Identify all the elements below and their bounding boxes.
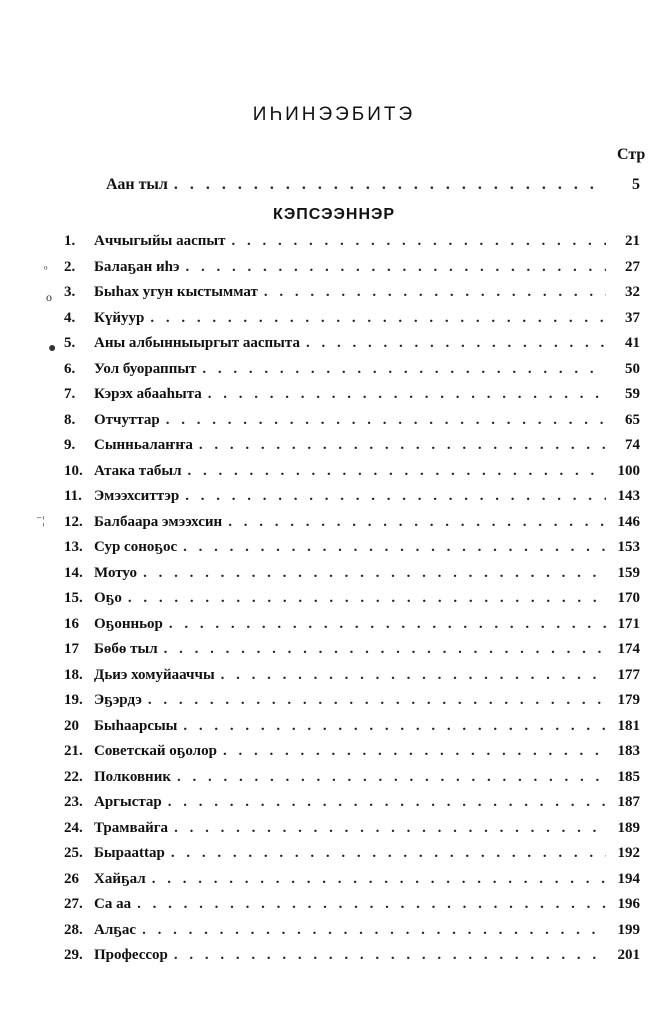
toc-entry[interactable] <box>64 590 640 616</box>
entry-title: Быһах угун кыстыммат <box>94 284 258 300</box>
entry-page: 183 <box>617 743 640 759</box>
entry-title: Советскай оҕолор <box>94 743 217 759</box>
entry-number: 25. <box>64 845 83 861</box>
entry-number: 11. <box>64 488 82 504</box>
entry-title: Аны албынныыргыт ааспыта <box>94 335 300 351</box>
toc-entry[interactable] <box>64 769 640 795</box>
intro-entry[interactable] <box>106 176 640 196</box>
entry-title: Полковник <box>94 768 171 785</box>
entry-title: Сур соноҕос <box>94 539 178 555</box>
dot-leader <box>142 922 606 939</box>
dot-leader <box>171 845 606 862</box>
entry-title: Оҕо <box>94 590 122 606</box>
toc-entry[interactable] <box>64 820 640 846</box>
entry-title: Алҕас <box>94 921 137 938</box>
entry-title: Аччыгыйы ааспыт <box>94 233 226 249</box>
entry-number: 1. <box>64 233 76 249</box>
entry-number: 14. <box>64 564 83 581</box>
dot-leader <box>177 769 606 786</box>
toc-entry[interactable] <box>64 743 640 769</box>
entry-title: Профессор <box>94 947 168 963</box>
entry-title: Отчуттар <box>94 411 160 428</box>
entry-title: Кэрэх абааһыта <box>94 386 202 402</box>
dot-leader <box>137 896 606 913</box>
entry-page: 196 <box>617 896 640 912</box>
toc-entry[interactable] <box>64 386 640 412</box>
entry-page: 21 <box>625 233 640 249</box>
toc-entry[interactable] <box>64 412 640 438</box>
entry-title: Са аа <box>94 896 132 912</box>
intro-page: 5 <box>632 176 640 193</box>
dot-leader <box>185 259 606 276</box>
toc-entry[interactable] <box>64 718 640 744</box>
entry-number: 28. <box>64 921 83 938</box>
entry-number: 20 <box>64 717 79 734</box>
entry-number: 12. <box>64 513 83 530</box>
dot-leader <box>199 437 606 454</box>
entry-number: 21. <box>64 743 83 759</box>
dot-leader <box>223 743 606 760</box>
margin-pencil-mark: ⁻¦ <box>36 513 45 527</box>
entry-number: 3. <box>64 284 76 300</box>
dot-leader <box>221 667 606 684</box>
entry-title: Күйуур <box>94 309 145 326</box>
dot-leader <box>174 947 606 964</box>
dot-leader <box>264 284 606 301</box>
dot-leader <box>150 310 606 327</box>
toc-entry[interactable] <box>64 641 640 667</box>
entry-number: 15. <box>64 590 83 606</box>
dot-leader <box>164 641 606 658</box>
entry-number: 9. <box>64 437 76 453</box>
dot-leader <box>152 871 606 888</box>
entry-number: 5. <box>64 335 76 351</box>
entry-page: 199 <box>617 921 640 938</box>
entry-number: 4. <box>64 309 76 326</box>
toc-entry[interactable] <box>64 692 640 718</box>
toc-entry[interactable] <box>64 539 640 565</box>
dot-leader <box>174 820 606 837</box>
dot-leader <box>143 565 606 582</box>
entry-number: 22. <box>64 768 83 785</box>
margin-ink-dot: ● <box>48 341 57 356</box>
entry-title: Уол буораппыт <box>94 360 197 377</box>
entry-page: 185 <box>617 768 640 785</box>
entry-page: 65 <box>625 411 640 428</box>
entry-page: 170 <box>617 590 640 606</box>
entry-title: Оҕонньор <box>94 615 163 632</box>
dot-leader <box>183 718 606 735</box>
entry-number: 17 <box>64 641 79 657</box>
entry-number: 18. <box>64 666 83 683</box>
toc-entry[interactable] <box>64 335 640 361</box>
entry-page: 27 <box>625 258 640 275</box>
entry-page: 179 <box>617 692 640 708</box>
dot-leader <box>168 794 606 811</box>
entry-title: Хайҕал <box>94 870 146 887</box>
toc-entry[interactable] <box>64 845 640 871</box>
entry-number: 8. <box>64 411 76 428</box>
entry-title: Эмээхситтэр <box>94 488 180 504</box>
toc-entry[interactable] <box>64 514 640 540</box>
dot-leader <box>208 386 606 403</box>
toc-entry[interactable] <box>64 565 640 591</box>
toc-entry[interactable] <box>64 310 640 336</box>
dot-leader <box>306 335 606 352</box>
dot-leader <box>187 463 606 480</box>
entry-title: Бөбө тыл <box>94 641 158 657</box>
entry-number: 19. <box>64 692 83 708</box>
toc-entry[interactable] <box>64 947 640 973</box>
entry-page: 171 <box>617 615 640 632</box>
entry-page: 74 <box>625 437 640 453</box>
toc-entry[interactable] <box>64 437 640 463</box>
entry-page: 50 <box>625 360 640 377</box>
entry-page: 192 <box>617 845 640 861</box>
dot-leader <box>128 590 606 607</box>
entry-title: Быраattар <box>94 845 165 861</box>
dot-leader <box>185 488 606 505</box>
entry-number: 7. <box>64 386 76 402</box>
intro-label: Аан тыл <box>106 176 168 193</box>
toc-entry[interactable] <box>64 896 640 922</box>
toc-entry[interactable] <box>64 616 640 642</box>
entry-page: 32 <box>625 284 640 300</box>
entry-title: Быһаарсыы <box>94 717 178 734</box>
toc-entry[interactable] <box>64 871 640 897</box>
toc-entry[interactable] <box>64 233 640 259</box>
entry-number: 29. <box>64 947 83 963</box>
margin-pencil-mark: ᵒ <box>44 262 48 276</box>
entry-page: 187 <box>617 794 640 810</box>
entry-page: 201 <box>617 947 640 963</box>
entry-page: 177 <box>617 666 640 683</box>
entry-page: 143 <box>617 488 640 504</box>
entry-title: Мотуо <box>94 564 138 581</box>
entry-page: 189 <box>617 819 640 836</box>
dot-leader <box>231 233 606 250</box>
entry-page: 174 <box>617 641 640 657</box>
entry-number: 13. <box>64 539 83 555</box>
margin-pencil-mark: o <box>46 290 52 304</box>
entry-page: 146 <box>617 513 640 530</box>
entry-page: 59 <box>625 386 640 402</box>
entry-number: 26 <box>64 870 79 887</box>
dot-leader <box>202 361 606 378</box>
entry-page: 194 <box>617 870 640 887</box>
toc-entry[interactable] <box>64 463 640 489</box>
entry-page: 41 <box>625 335 640 351</box>
section-heading: КЭПСЭЭННЭР <box>272 206 396 223</box>
entry-number: 23. <box>64 794 83 810</box>
entry-title: Сынньалаҥҥа <box>94 437 193 453</box>
toc-list <box>64 233 640 973</box>
entry-number: 24. <box>64 819 83 836</box>
entry-title: Балбаара эмээхсин <box>94 513 223 530</box>
entry-number: 16 <box>64 615 79 632</box>
dot-leader <box>183 539 606 556</box>
toc-entry[interactable] <box>64 259 640 285</box>
entry-page: 153 <box>617 539 640 555</box>
entry-title: Эҕэрдэ <box>94 692 142 708</box>
entry-number: 2. <box>64 258 76 275</box>
toc-entry[interactable] <box>64 667 640 693</box>
toc-entry[interactable] <box>64 284 640 310</box>
dot-leader <box>169 616 606 633</box>
dot-leader <box>228 514 606 531</box>
entry-title: Дьиэ хомуйааччы <box>94 666 215 683</box>
entry-title: Трамвайга <box>94 819 169 836</box>
entry-title: Балаҕан иһэ <box>94 258 180 275</box>
page-column-label: Стр <box>617 146 646 163</box>
page-title: ИҺИНЭЭБИТЭ <box>252 104 416 125</box>
toc-entry[interactable] <box>64 361 640 387</box>
dot-leader <box>166 412 606 429</box>
entry-page: 37 <box>625 309 640 326</box>
entry-page: 159 <box>617 564 640 581</box>
dot-leader <box>174 176 606 194</box>
entry-number: 6. <box>64 360 76 377</box>
dot-leader <box>148 692 606 709</box>
entry-number: 10. <box>64 462 83 479</box>
entry-title: Аргыстар <box>94 794 162 810</box>
entry-title: Атака табыл <box>94 462 182 479</box>
entry-page: 100 <box>617 462 640 479</box>
toc-entry[interactable] <box>64 488 640 514</box>
entry-page: 181 <box>617 717 640 734</box>
toc-entry[interactable] <box>64 794 640 820</box>
toc-entry[interactable] <box>64 922 640 948</box>
entry-number: 27. <box>64 896 83 912</box>
